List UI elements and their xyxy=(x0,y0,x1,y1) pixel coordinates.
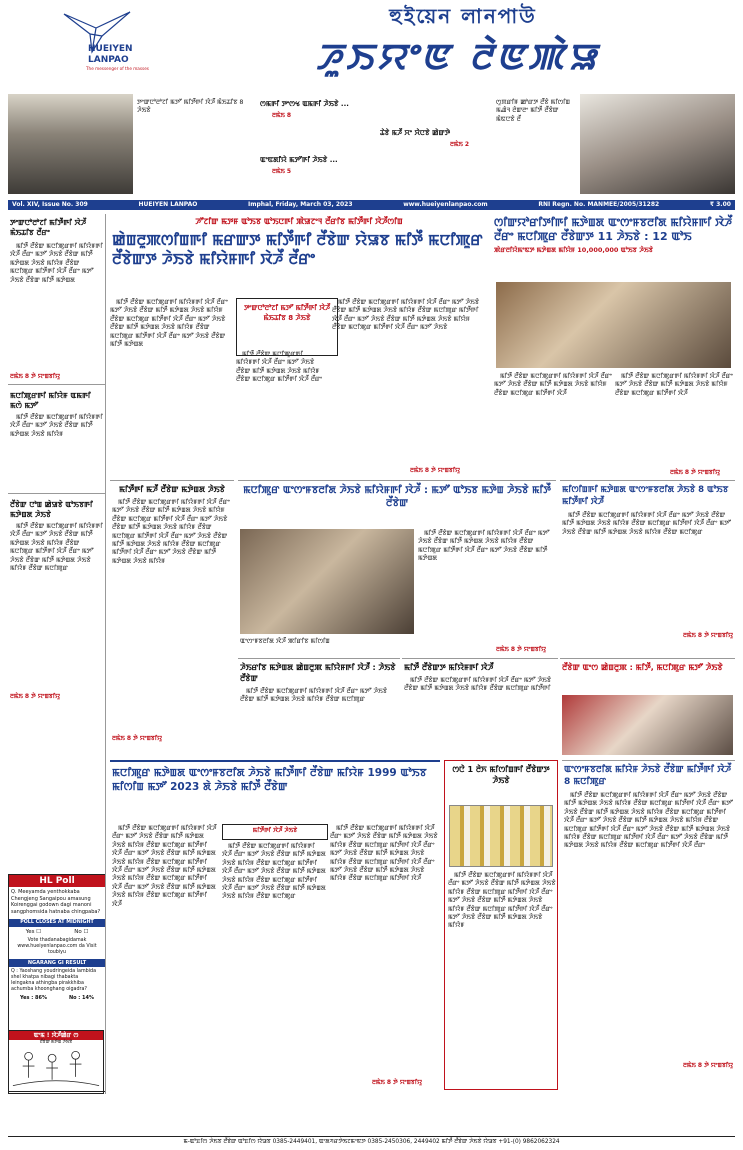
rni-number: RNI Regn. No. MANMEE/2005/31282 xyxy=(538,201,660,208)
lead-kicker: ꯍꯧꯖꯤꯛ ꯃꯇꯝ ꯑꯣꯏꯕ ꯑꯣꯏꯅꯒꯤ ꯄꯥꯎꯖꯦꯜ ꯂꯩꯔꯤꯕ ꯃꯤꯇꯩꯒꯤ ꯋꯥꯍꯩꯁꯤꯡ xyxy=(195,217,403,226)
bottom-more: ꯂꯃꯥꯏ 8 ꯇꯥ ꯌꯦꯡꯕꯤꯌꯨ xyxy=(372,1079,422,1086)
cartoon-people-icon xyxy=(9,1046,103,1090)
cm-headline: ꯁꯤꯛꯌꯣꯔꯤꯇꯤꯒꯤ ꯃꯇꯥꯡꯗ ꯑꯦꯁꯦꯝꯕꯂꯤꯗ ꯃꯤꯌꯥꯝꯒꯤ ꯋꯥꯍꯩ ꯂꯩꯔꯦ ꯃꯅꯤꯄꯨꯔ ꯂꯩꯕꯥꯛꯇ 11 ꯍꯥꯏꯕꯥ : 12 ꯑꯣꯏ xyxy=(494,216,733,243)
cm-photo xyxy=(496,282,731,368)
left-story1-more: ꯂꯃꯥꯏ 8 ꯇꯥ ꯌꯦꯡꯕꯤꯌꯨ xyxy=(10,373,60,380)
paper-name: HUEIYEN LANPAO xyxy=(138,201,198,208)
gold-photo xyxy=(449,805,553,867)
mid-story-c xyxy=(560,658,735,756)
poll-closes: POLL CLOSES AT MIDNIGHT xyxy=(9,919,105,927)
teaser-2: ꯊꯥꯕꯥ ꯃꯍꯩ ꯆꯦ ꯆꯥꯅꯕꯥ ꯀꯥꯛꯇꯥ xyxy=(380,129,451,137)
cm-story: ꯁꯤꯛꯌꯣꯔꯤꯇꯤꯒꯤ ꯃꯇꯥꯡꯗ ꯑꯦꯁꯦꯝꯕꯂꯤꯗ ꯃꯤꯌꯥꯝꯒꯤ ꯋꯥꯍꯩ ꯂꯩꯔꯦ ꯃꯅꯤꯄꯨꯔ ꯂꯩꯕꯥꯛꯇ 11 ꯍꯥꯏꯕꯥ : 12 ꯑꯣꯏ ꯄꯥꯔꯂꯤꯌꯥꯃꯦꯟꯇ ꯃꯇꯥꯡꯗ ꯃꯤꯌꯥꯝ 10,000,000 ꯑꯣꯏꯕ ꯍꯥꯏꯕꯥ ꯃꯤꯇꯩ ꯂꯩꯕꯥꯛ ꯃꯅꯤꯄꯨꯔꯒꯤ ꯃꯤꯌꯥꯝꯒꯤ ꯋꯥꯍꯩ ꯂꯩꯔꯦ ꯃꯇꯧ ꯍꯥꯏꯕꯥ ꯂꯩꯕꯥꯛ ꯃꯤꯇꯩ ꯃꯇꯥꯡꯗ ꯍꯥꯏꯕꯥ ꯃꯤꯌꯥꯝ ꯂꯩꯕꯥꯛ ꯃꯅꯤꯄꯨꯔ ꯃꯤꯇꯩꯒꯤ ꯋꯥꯍꯩ ꯃꯤꯇꯩ ꯂꯩꯕꯥꯛ ꯃꯅꯤꯄꯨꯔꯒꯤ ꯃꯤꯌꯥꯝꯒꯤ ꯋꯥꯍꯩ ꯂꯩꯔꯦ ꯃꯇꯧ ꯍꯥꯏꯕꯥ ꯂꯩꯕꯥꯛ ꯃꯤꯇꯩ ꯃꯇꯥꯡꯗ ꯍꯥꯏꯕꯥ ꯃꯤꯌꯥꯝ ꯂꯩꯕꯥꯛ ꯃꯅꯤꯄꯨꯔ ꯃꯤꯇꯩꯒꯤ ꯋꯥꯍꯩ ꯂꯃꯥꯏ 8 ꯇꯥ ꯌꯦꯡꯕꯤꯌꯨ xyxy=(492,214,735,476)
assembly-story: ꯃꯅꯤꯄꯨꯔ ꯑꯦꯁꯦꯝꯕꯂꯤꯗ ꯍꯥꯏꯕꯥ ꯃꯤꯌꯥꯝꯒꯤ ꯋꯥꯍꯩ : ꯃꯇꯧ ꯑꯣꯏꯕ ꯃꯇꯥꯡ ꯍꯥꯏꯕꯥ ꯃꯤꯇꯩ ꯂꯩꯕꯥꯛ ꯑꯦꯁꯦꯝꯕꯂꯤꯗ ꯋꯥꯍꯩ ꯄꯤꯔꯤꯕ ꯃꯤꯁꯤꯡ ꯃꯤꯇꯩ ꯂꯩꯕꯥꯛ ꯃꯅꯤꯄꯨꯔꯒꯤ ꯃꯤꯌꯥꯝꯒꯤ ꯋꯥꯍꯩ ꯂꯩꯔꯦ ꯃꯇꯧ ꯍꯥꯏꯕꯥ ꯂꯩꯕꯥꯛ ꯃꯤꯇꯩ ꯃꯇꯥꯡꯗ ꯍꯥꯏꯕꯥ ꯃꯤꯌꯥꯝ ꯂꯩꯕꯥꯛ ꯃꯅꯤꯄꯨꯔ ꯃꯤꯇꯩꯒꯤ ꯋꯥꯍꯩ ꯂꯩꯔꯦ ꯃꯇꯧ ꯍꯥꯏꯕꯥ ꯂꯩꯕꯥꯛ ꯃꯤꯇꯩ ꯃꯇꯥꯡꯗ ꯂꯃꯥꯏ 8 ꯇꯥ ꯌꯦꯡꯕꯤꯌꯨ xyxy=(238,480,556,655)
assembly-more: ꯂꯃꯥꯏ 8 ꯇꯥ ꯌꯦꯡꯕꯤꯌꯨ xyxy=(496,646,546,653)
right-story1: ꯃꯤꯁꯤꯡꯒꯤ ꯃꯇꯥꯡꯗ ꯑꯦꯁꯦꯝꯕꯂꯤꯗ ꯍꯥꯏꯕꯥ 8 ꯑꯣꯏꯕ ꯃꯤꯇꯩꯒꯤ ꯋꯥꯍꯩ ꯃꯤꯇꯩ ꯂꯩꯕꯥꯛ ꯃꯅꯤꯄꯨꯔꯒꯤ ꯃꯤꯌꯥꯝꯒꯤ ꯋꯥꯍꯩ ꯂꯩꯔꯦ ꯃꯇꯧ ꯍꯥꯏꯕꯥ ꯂꯩꯕꯥꯛ ꯃꯤꯇꯩ ꯃꯇꯥꯡꯗ ꯍꯥꯏꯕꯥ ꯃꯤꯌꯥꯝ ꯂꯩꯕꯥꯛ ꯃꯅꯤꯄꯨꯔ ꯃꯤꯇꯩꯒꯤ ꯋꯥꯍꯩ ꯂꯩꯔꯦ ꯃꯇꯧ ꯍꯥꯏꯕꯥ ꯂꯩꯕꯥꯛ ꯃꯤꯇꯩ ꯃꯇꯥꯡꯗ ꯍꯥꯏꯕꯥ ꯃꯤꯌꯥꯝ ꯂꯩꯕꯥꯛ ꯃꯅꯤꯄꯨꯔ ꯂꯃꯥꯏ 8 ꯇꯥ ꯌꯦꯡꯕꯤꯌꯨ xyxy=(560,480,735,655)
result-no: No : 14% xyxy=(68,995,95,1001)
assembly-headline: ꯃꯅꯤꯄꯨꯔ ꯑꯦꯁꯦꯝꯕꯂꯤꯗ ꯍꯥꯏꯕꯥ ꯃꯤꯌꯥꯝꯒꯤ ꯋꯥꯍꯩ : ꯃꯇꯧ ꯑꯣꯏꯕ ꯃꯇꯥꯡ ꯍꯥꯏꯕꯥ ꯃꯤꯇꯩ ꯂꯩꯕꯥꯛ xyxy=(243,485,551,509)
price: ₹ 3.00 xyxy=(709,201,731,208)
title-bengali: হুইয়েন লানপাউ xyxy=(389,4,537,28)
mid-story-c-head: ꯂꯩꯕꯥꯛ ꯑꯦꯁ ꯀꯥꯡꯂꯨꯄ : ꯃꯤꯇꯩ, ꯃꯅꯤꯄꯨꯔ ꯃꯇꯧ ꯍꯥꯏꯕꯥ xyxy=(562,663,723,672)
top-left-photo xyxy=(8,94,133,194)
left-column: ꯇꯦꯛꯅꯣꯂꯣꯖꯤ ꯃꯤꯇꯩꯒꯤ ꯋꯥꯍꯩ ꯃꯥꯏꯊꯤꯕ ꯂꯩꯔꯦ ꯃꯤꯇꯩ ꯂꯩꯕꯥꯛ ꯃꯅꯤꯄꯨꯔꯒꯤ ꯃꯤꯌꯥꯝꯒꯤ ꯋꯥꯍꯩ ꯂꯩꯔꯦ ꯃꯇꯧ ꯍꯥꯏꯕꯥ ꯂꯩꯕꯥꯛ ꯃꯤꯇꯩ ꯃꯇꯥꯡꯗ ꯍꯥꯏꯕꯥ ꯃꯤꯌꯥꯝ ꯂꯩꯕꯥꯛ ꯃꯅꯤꯄꯨꯔ ꯃꯤꯇꯩꯒꯤ ꯋꯥꯍꯩ ꯂꯩꯔꯦ ꯃꯇꯧ ꯍꯥꯏꯕꯥ ꯂꯩꯕꯥꯛ ꯃꯤꯇꯩ ꯃꯇꯥꯡꯗ ꯂꯃꯥꯏ 8 ꯇꯥ ꯌꯦꯡꯕꯤꯌꯨ ꯃꯅꯤꯄꯨꯔꯒꯤ ꯃꯤꯌꯥꯝ ꯑꯃꯒꯤ ꯃꯁꯥ ꯃꯇꯧ ꯃꯤꯇꯩ ꯂꯩꯕꯥꯛ ꯃꯅꯤꯄꯨꯔꯒꯤ ꯃꯤꯌꯥꯝꯒꯤ ꯋꯥꯍꯩ ꯂꯩꯔꯦ ꯃꯇꯧ ꯍꯥꯏꯕꯥ ꯂꯩꯕꯥꯛ ꯃꯤꯇꯩ ꯃꯇꯥꯡꯗ ꯍꯥꯏꯕꯥ ꯃꯤꯌꯥꯝ ꯂꯩꯕꯥꯛ ꯅꯣꯡ ꯀꯥꯎꯕꯥ ꯑꯣꯏꯕꯒꯤ ꯃꯇꯥꯡꯗ ꯍꯥꯏꯕꯥ ꯃꯤꯇꯩ ꯂꯩꯕꯥꯛ ꯃꯅꯤꯄꯨꯔꯒꯤ ꯃꯤꯌꯥꯝꯒꯤ ꯋꯥꯍꯩ ꯂꯩꯔꯦ ꯃꯇꯧ ꯍꯥꯏꯕꯥ ꯂꯩꯕꯥꯛ ꯃꯤꯇꯩ ꯃꯇꯥꯡꯗ ꯍꯥꯏꯕꯥ ꯃꯤꯌꯥꯝ ꯂꯩꯕꯥꯛ ꯃꯅꯤꯄꯨꯔ ꯃꯤꯇꯩꯒꯤ ꯋꯥꯍꯩ ꯂꯩꯔꯦ ꯃꯇꯧ ꯍꯥꯏꯕꯥ ꯂꯩꯕꯥꯛ ꯃꯤꯇꯩ ꯃꯇꯥꯡꯗ ꯍꯥꯏꯕꯥ ꯃꯤꯌꯥꯝ ꯂꯩꯕꯥꯛ ꯃꯅꯤꯄꯨꯔ ꯂꯃꯥꯏ 8 ꯇꯥ ꯌꯦꯡꯕꯤꯌꯨ HL Poll Q. Meeyamda yenthokkaba Chengjeng Sangaipou amasung Koirenggai godown dagi manoni sangphomsida hatnaba chingpaba? POLL CLOSES AT MIDNIGHT Yes ☐ No ☐ Vote thadanabagidamak www.hueiyenlanpao.com da Visit toubiyu NGARANG GI RESULT Q : Yaoshang youdringeida lambida shel khatpa nibagi thabakta leingakna athingba pirakkhiba achumba khoonghang oigadra? Yes : 86% No : 14% xyxy=(8,214,106,1094)
footer: ꯃ-ꯑꯣꯐꯤꯁ ꯍꯥꯏꯕ ꯂꯩꯕꯥꯛ ꯑꯣꯐꯤꯁ ꯌꯥꯎꯕ 0385-2449401, ꯑꯦꯗꯚꯔꯇꯥꯏꯖꯃꯦꯟꯇ 0385-2450306, 2449402 ꯃꯤꯇꯩ ꯂꯩꯕꯥꯛ ꯍꯥꯏꯕꯥ ꯌꯥꯎꯕ +91-(0) 9862062324 xyxy=(8,1136,735,1148)
gold-headline: ꯁꯅꯥ 1 ꯂꯥꯈ ꯃꯤꯁꯤꯡꯒꯤ ꯂꯩꯕꯥꯛꯇ ꯍꯥꯏꯕꯥ xyxy=(452,765,550,785)
column-story-head: ꯃꯤꯇꯩꯒꯤ ꯃꯍꯩ ꯂꯩꯕꯥꯛ ꯃꯇꯥꯡꯗ ꯍꯥꯏꯕꯥ xyxy=(119,485,225,494)
mid-story-b: ꯃꯤꯇꯩ ꯂꯩꯕꯥꯛꯇ ꯃꯤꯌꯥꯝꯒꯤ ꯋꯥꯍꯩ ꯃꯤꯇꯩ ꯂꯩꯕꯥꯛ ꯃꯅꯤꯄꯨꯔꯒꯤ ꯃꯤꯌꯥꯝꯒꯤ ꯋꯥꯍꯩ ꯂꯩꯔꯦ ꯃꯇꯧ ꯍꯥꯏꯕꯥ ꯂꯩꯕꯥꯛ ꯃꯤꯇꯩ ꯃꯇꯥꯡꯗ ꯍꯥꯏꯕꯥ ꯃꯤꯌꯥꯝ ꯂꯩꯕꯥꯛ ꯃꯅꯤꯄꯨꯔ ꯃꯤꯇꯩꯒꯤ xyxy=(402,658,558,756)
logo-tagline: The messenger of the masses xyxy=(86,66,149,71)
column-story-more: ꯂꯃꯥꯏ 8 ꯇꯥ ꯌꯦꯡꯕꯤꯌꯨ xyxy=(112,735,162,742)
top-right-photo xyxy=(580,94,735,194)
cartoon-box xyxy=(8,1030,104,1094)
gold-story: ꯁꯅꯥ 1 ꯂꯥꯈ ꯃꯤꯁꯤꯡꯒꯤ ꯂꯩꯕꯥꯛꯇ ꯍꯥꯏꯕꯥ ꯃꯤꯇꯩ ꯂꯩꯕꯥꯛ ꯃꯅꯤꯄꯨꯔꯒꯤ ꯃꯤꯌꯥꯝꯒꯤ ꯋꯥꯍꯩ ꯂꯩꯔꯦ ꯃꯇꯧ ꯍꯥꯏꯕꯥ ꯂꯩꯕꯥꯛ ꯃꯤꯇꯩ ꯃꯇꯥꯡꯗ ꯍꯥꯏꯕꯥ ꯃꯤꯌꯥꯝ ꯂꯩꯕꯥꯛ ꯃꯅꯤꯄꯨꯔ ꯃꯤꯇꯩꯒꯤ ꯋꯥꯍꯩ ꯂꯩꯔꯦ ꯃꯇꯧ ꯍꯥꯏꯕꯥ ꯂꯩꯕꯥꯛ ꯃꯤꯇꯩ ꯃꯇꯥꯡꯗ ꯍꯥꯏꯕꯥ ꯃꯤꯌꯥꯝ ꯂꯩꯕꯥꯛ ꯃꯅꯤꯄꯨꯔ ꯃꯤꯇꯩꯒꯤ ꯋꯥꯍꯩ ꯂꯩꯔꯦ ꯃꯇꯧ ꯍꯥꯏꯕꯥ ꯂꯩꯕꯥꯛ ꯃꯤꯇꯩ ꯃꯇꯥꯡꯗ ꯍꯥꯏꯕꯥ ꯃꯤꯌꯥꯝ xyxy=(444,760,558,1090)
assembly-photo-caption: ꯑꯦꯁꯦꯝꯕꯂꯤꯗ ꯋꯥꯍꯩ ꯄꯤꯔꯤꯕ ꯃꯤꯁꯤꯡ xyxy=(240,637,330,645)
mid-story-a-head: ꯍꯥꯏꯔꯤꯕ ꯃꯇꯥꯡꯗ ꯀꯥꯡꯂꯨꯄ ꯃꯤꯌꯥꯝꯒꯤ ꯋꯥꯍꯩ : ꯍꯥꯏꯕꯥ ꯂꯩꯕꯥꯛ xyxy=(240,663,396,683)
logo-text-line2: LANPAO xyxy=(88,55,129,65)
teaser-1-ref: ꯂꯃꯥꯏ 8 xyxy=(272,112,292,119)
left-story3-more: ꯂꯃꯥꯏ 8 ꯇꯥ ꯌꯦꯡꯕꯤꯌꯨ xyxy=(10,693,60,700)
poll-vote-text: Vote thadanabagidamak www.hueiyenlanpao.com da Visit toubiyu xyxy=(17,938,97,955)
lead-more: ꯂꯃꯥꯏ 8 ꯇꯥ ꯌꯦꯡꯕꯤꯌꯨ xyxy=(410,467,460,474)
assembly-photo xyxy=(240,529,414,634)
info-bar xyxy=(8,200,735,210)
bottom-box-label: ꯃꯤꯇꯩꯒꯤ ꯋꯥꯍꯩ ꯍꯥꯏꯕꯥ xyxy=(222,824,328,840)
title-meitei: ꯍꯨꯏꯌꯦꯟ ꯂꯥꯟꯄꯥꯎ xyxy=(315,37,601,78)
website: www.hueiyenlanpao.com xyxy=(403,201,488,208)
volume-issue: Vol. XIV, Issue No. 309 xyxy=(12,201,88,208)
lead-story: ꯍꯧꯖꯤꯛ ꯃꯇꯝ ꯑꯣꯏꯕ ꯑꯣꯏꯅꯒꯤ ꯄꯥꯎꯖꯦꯜ ꯂꯩꯔꯤꯕ ꯃꯤꯇꯩꯒꯤ ꯋꯥꯍꯩꯁꯤꯡ ꯀꯥꯡꯂꯨꯄꯁꯤꯡꯒꯤ ꯃꯔꯛꯇ ꯃꯤꯇꯩꯒꯤ ꯂꯩꯕꯥꯛ ꯌꯥꯎꯕ ꯃꯤꯇꯩ ꯃꯅꯤꯄꯨꯔ ꯂꯩꯕꯥꯛꯇ ꯍꯥꯏꯕꯥ ꯃꯤꯌꯥꯝꯒꯤ ꯋꯥꯍꯩ ꯂꯩꯔꯦ ꯃꯤꯇꯩ ꯂꯩꯕꯥꯛ ꯃꯅꯤꯄꯨꯔꯒꯤ ꯃꯤꯌꯥꯝꯒꯤ ꯋꯥꯍꯩ ꯂꯩꯔꯦ ꯃꯇꯧ ꯍꯥꯏꯕꯥ ꯂꯩꯕꯥꯛ ꯃꯤꯇꯩ ꯃꯇꯥꯡꯗ ꯍꯥꯏꯕꯥ ꯃꯤꯌꯥꯝ ꯂꯩꯕꯥꯛ ꯃꯅꯤꯄꯨꯔ ꯃꯤꯇꯩꯒꯤ ꯋꯥꯍꯩ ꯂꯩꯔꯦ ꯃꯇꯧ ꯍꯥꯏꯕꯥ ꯂꯩꯕꯥꯛ ꯃꯤꯇꯩ ꯃꯇꯥꯡꯗ ꯍꯥꯏꯕꯥ ꯃꯤꯌꯥꯝ ꯂꯩꯕꯥꯛ ꯃꯅꯤꯄꯨꯔ ꯃꯤꯇꯩꯒꯤ ꯋꯥꯍꯩ ꯂꯩꯔꯦ ꯃꯇꯧ ꯍꯥꯏꯕꯥ ꯂꯩꯕꯥꯛ ꯃꯤꯇꯩ ꯃꯇꯥꯡꯗ ꯇꯦꯛꯅꯣꯂꯣꯖꯤ ꯃꯇꯧ ꯃꯤꯇꯩꯒꯤ ꯋꯥꯍꯩ ꯃꯥꯏꯊꯤꯕ 8 ꯍꯥꯏꯕꯥ ꯃꯤꯇꯩ ꯂꯩꯕꯥꯛ ꯃꯅꯤꯄꯨꯔꯒꯤ ꯃꯤꯌꯥꯝꯒꯤ ꯋꯥꯍꯩ ꯂꯩꯔꯦ ꯃꯇꯧ ꯍꯥꯏꯕꯥ ꯂꯩꯕꯥꯛ ꯃꯤꯇꯩ ꯃꯇꯥꯡꯗ ꯍꯥꯏꯕꯥ ꯃꯤꯌꯥꯝ ꯂꯩꯕꯥꯛ ꯃꯅꯤꯄꯨꯔ ꯃꯤꯇꯩꯒꯤ ꯋꯥꯍꯩ ꯂꯩꯔꯦ ꯃꯤꯇꯩ ꯂꯩꯕꯥꯛ ꯃꯅꯤꯄꯨꯔꯒꯤ ꯃꯤꯌꯥꯝꯒꯤ ꯋꯥꯍꯩ ꯂꯩꯔꯦ ꯃꯇꯧ ꯍꯥꯏꯕꯥ ꯂꯩꯕꯥꯛ ꯃꯤꯇꯩ ꯃꯇꯥꯡꯗ ꯍꯥꯏꯕꯥ ꯃꯤꯌꯥꯝ ꯂꯩꯕꯥꯛ ꯃꯅꯤꯄꯨꯔ ꯃꯤꯇꯩꯒꯤ ꯋꯥꯍꯩ ꯂꯩꯔꯦ ꯃꯇꯧ ꯍꯥꯏꯕꯥ ꯂꯩꯕꯥꯛ ꯃꯤꯇꯩ ꯃꯇꯥꯡꯗ ꯍꯥꯏꯕꯥ ꯃꯤꯌꯥꯝ ꯂꯩꯕꯥꯛ ꯃꯅꯤꯄꯨꯔ ꯃꯤꯇꯩꯒꯤ ꯋꯥꯍꯩ ꯂꯩꯔꯦ ꯃꯇꯧ ꯍꯥꯏꯕꯥ ꯂꯃꯥꯏ 8 ꯇꯥ ꯌꯦꯡꯕꯤꯌꯨ xyxy=(110,214,488,476)
bottom-right-head: ꯑꯦꯁꯦꯝꯕꯂꯤꯗ ꯃꯤꯌꯥꯝ ꯍꯥꯏꯕꯥ ꯂꯩꯕꯥꯛ ꯃꯤꯇꯩꯒꯤ ꯋꯥꯍꯩ 8 ꯃꯅꯤꯄꯨꯔ xyxy=(564,765,732,787)
poll-title: HL Poll xyxy=(9,875,105,887)
logo-text-line1: HUEIYEN xyxy=(88,44,133,54)
lead-sub-box: ꯇꯦꯛꯅꯣꯂꯣꯖꯤ ꯃꯇꯧ ꯃꯤꯇꯩꯒꯤ ꯋꯥꯍꯩ ꯃꯥꯏꯊꯤꯕ 8 ꯍꯥꯏꯕꯥ xyxy=(236,298,338,356)
mid-story-c-photo xyxy=(562,695,733,755)
teaser-2-ref: ꯂꯃꯥꯏ 2 xyxy=(450,141,470,148)
teaser-3: ꯑꯦꯟꯗꯤꯌꯥ ꯃꯇꯧꯒꯤ ꯍꯥꯏꯕꯥ ... xyxy=(260,156,338,164)
mid-story-a: ꯍꯥꯏꯔꯤꯕ ꯃꯇꯥꯡꯗ ꯀꯥꯡꯂꯨꯄ ꯃꯤꯌꯥꯝꯒꯤ ꯋꯥꯍꯩ : ꯍꯥꯏꯕꯥ ꯂꯩꯕꯥꯛ ꯃꯤꯇꯩ ꯂꯩꯕꯥꯛ ꯃꯅꯤꯄꯨꯔꯒꯤ ꯃꯤꯌꯥꯝꯒꯤ ꯋꯥꯍꯩ ꯂꯩꯔꯦ ꯃꯇꯧ ꯍꯥꯏꯕꯥ ꯂꯩꯕꯥꯛ ꯃꯤꯇꯩ ꯃꯇꯥꯡꯗ ꯍꯥꯏꯕꯥ ꯃꯤꯌꯥꯝ ꯂꯩꯕꯥꯛ ꯃꯅꯤꯄꯨꯔ xyxy=(238,658,400,756)
bottom-lead: ꯃꯅꯤꯄꯨꯔ ꯃꯇꯥꯡꯗ ꯑꯦꯁꯦꯝꯕꯂꯤꯗ ꯍꯥꯏꯕꯥ ꯃꯤꯇꯩꯒꯤ ꯂꯩꯕꯥꯛ ꯃꯤꯌꯥꯝ 1999 ꯑꯣꯏꯕ ꯃꯤꯁꯤꯡ ꯃꯇꯧ 2023 ꯗꯥ ꯍꯥꯏꯕꯥ ꯃꯤꯇꯩ ꯂꯩꯕꯥꯛ ꯃꯤꯇꯩꯒꯤ ꯋꯥꯍꯩ ꯍꯥꯏꯕꯥ ꯃꯤꯇꯩ ꯂꯩꯕꯥꯛ ꯃꯅꯤꯄꯨꯔꯒꯤ ꯃꯤꯌꯥꯝꯒꯤ ꯋꯥꯍꯩ ꯂꯩꯔꯦ ꯃꯇꯧ ꯍꯥꯏꯕꯥ ꯂꯩꯕꯥꯛ ꯃꯤꯇꯩ ꯃꯇꯥꯡꯗ ꯍꯥꯏꯕꯥ ꯃꯤꯌꯥꯝ ꯂꯩꯕꯥꯛ ꯃꯅꯤꯄꯨꯔ ꯃꯤꯇꯩꯒꯤ ꯋꯥꯍꯩ ꯂꯩꯔꯦ ꯃꯇꯧ ꯍꯥꯏꯕꯥ ꯂꯩꯕꯥꯛ ꯃꯤꯇꯩ ꯃꯇꯥꯡꯗ ꯍꯥꯏꯕꯥ ꯃꯤꯌꯥꯝ ꯂꯩꯕꯥꯛ ꯃꯅꯤꯄꯨꯔ ꯃꯤꯇꯩꯒꯤ ꯋꯥꯍꯩ ꯂꯩꯔꯦ ꯃꯇꯧ ꯍꯥꯏꯕꯥ ꯂꯩꯕꯥꯛ ꯃꯤꯇꯩ ꯃꯇꯥꯡꯗ ꯍꯥꯏꯕꯥ ꯃꯤꯌꯥꯝ ꯂꯩꯕꯥꯛ ꯃꯅꯤꯄꯨꯔ ꯃꯤꯇꯩꯒꯤ ꯋꯥꯍꯩ ꯂꯩꯔꯦ ꯃꯇꯧ ꯍꯥꯏꯕꯥ ꯂꯩꯕꯥꯛ ꯃꯤꯇꯩ ꯃꯇꯥꯡꯗ ꯍꯥꯏꯕꯥ ꯃꯤꯌꯥꯝ ꯂꯩꯕꯥꯛ ꯃꯅꯤꯄꯨꯔ ꯃꯤꯇꯩꯒꯤ ꯋꯥꯍꯩ ꯃꯤꯇꯩ ꯂꯩꯕꯥꯛ ꯃꯅꯤꯄꯨꯔꯒꯤ ꯃꯤꯌꯥꯝꯒꯤ ꯋꯥꯍꯩ ꯂꯩꯔꯦ ꯃꯇꯧ ꯍꯥꯏꯕꯥ ꯂꯩꯕꯥꯛ ꯃꯤꯇꯩ ꯃꯇꯥꯡꯗ ꯍꯥꯏꯕꯥ ꯃꯤꯌꯥꯝ ꯂꯩꯕꯥꯛ ꯃꯅꯤꯄꯨꯔ ꯃꯤꯇꯩꯒꯤ ꯋꯥꯍꯩ ꯂꯩꯔꯦ ꯃꯇꯧ ꯍꯥꯏꯕꯥ ꯂꯩꯕꯥꯛ ꯃꯤꯇꯩ ꯃꯇꯥꯡꯗ ꯍꯥꯏꯕꯥ ꯃꯤꯌꯥꯝ ꯂꯩꯕꯥꯛ ꯃꯅꯤꯄꯨꯔ ꯃꯤꯇꯩꯒꯤ ꯋꯥꯍꯩ ꯂꯩꯔꯦ ꯃꯇꯧ ꯍꯥꯏꯕꯥ ꯂꯩꯕꯥꯛ ꯃꯤꯇꯩ ꯃꯇꯥꯡꯗ ꯍꯥꯏꯕꯥ ꯃꯤꯌꯥꯝ ꯂꯩꯕꯥꯛ ꯃꯅꯤꯄꯨꯔ ꯃꯤꯇꯩ ꯂꯩꯕꯥꯛ ꯃꯅꯤꯄꯨꯔꯒꯤ ꯃꯤꯌꯥꯝꯒꯤ ꯋꯥꯍꯩ ꯂꯩꯔꯦ ꯃꯇꯧ ꯍꯥꯏꯕꯥ ꯂꯩꯕꯥꯛ ꯃꯤꯇꯩ ꯃꯇꯥꯡꯗ ꯍꯥꯏꯕꯥ ꯃꯤꯌꯥꯝ ꯂꯩꯕꯥꯛ ꯃꯅꯤꯄꯨꯔ ꯃꯤꯇꯩꯒꯤ ꯋꯥꯍꯩ ꯂꯩꯔꯦ ꯃꯇꯧ ꯍꯥꯏꯕꯥ ꯂꯩꯕꯥꯛ ꯃꯤꯇꯩ ꯃꯇꯥꯡꯗ ꯍꯥꯏꯕꯥ ꯃꯤꯌꯥꯝ ꯂꯩꯕꯥꯛ ꯃꯅꯤꯄꯨꯔ ꯃꯤꯇꯩꯒꯤ ꯋꯥꯍꯩ ꯂꯩꯔꯦ ꯃꯇꯧ ꯍꯥꯏꯕꯥ ꯂꯩꯕꯥꯛ ꯃꯤꯇꯩ ꯃꯇꯥꯡꯗ ꯍꯥꯏꯕꯥ ꯃꯤꯌꯥꯝ ꯂꯩꯕꯥꯛ ꯃꯅꯤꯄꯨꯔ ꯃꯤꯇꯩꯒꯤ ꯋꯥꯍꯩ ꯂꯃꯥꯏ 8 ꯇꯥ ꯌꯦꯡꯕꯤꯌꯨ xyxy=(110,760,440,1090)
mid-story-b-head: ꯃꯤꯇꯩ ꯂꯩꯕꯥꯛꯇ ꯃꯤꯌꯥꯝꯒꯤ ꯋꯥꯍꯩ xyxy=(404,663,494,672)
top-left-photo-caption: ꯇꯦꯛꯅꯣꯂꯣꯖꯤ ꯃꯇꯧ ꯃꯤꯇꯩꯒꯤ ꯋꯥꯍꯩ ꯃꯥꯏꯊꯤꯕ 8 ꯍꯥꯏꯕꯥ xyxy=(137,98,244,115)
result-yes: Yes : 86% xyxy=(19,995,47,1001)
lead-headline: ꯀꯥꯡꯂꯨꯄꯁꯤꯡꯒꯤ ꯃꯔꯛꯇ ꯃꯤꯇꯩꯒꯤ ꯂꯩꯕꯥꯛ ꯌꯥꯎꯕ ꯃꯤꯇꯩ ꯃꯅꯤꯄꯨꯔ ꯂꯩꯕꯥꯛꯇ ꯍꯥꯏꯕꯥ ꯃꯤꯌꯥꯝꯒꯤ ꯋꯥꯍꯩ ꯂꯩꯔꯦ xyxy=(112,231,483,268)
poll-question: Q. Meeyamda yenthokkaba Chengjeng Sangaipou amasung Koirenggai godown dagi manoni sangphomsida hatnaba chingpaba? xyxy=(11,889,101,915)
masthead xyxy=(0,0,743,94)
right-story1-head: ꯃꯤꯁꯤꯡꯒꯤ ꯃꯇꯥꯡꯗ ꯑꯦꯁꯦꯝꯕꯂꯤꯗ ꯍꯥꯏꯕꯥ 8 ꯑꯣꯏꯕ ꯃꯤꯇꯩꯒꯤ ꯋꯥꯍꯩ xyxy=(562,485,729,507)
poll-yes-option[interactable]: Yes ☐ xyxy=(25,929,42,935)
place-date: Imphal, Friday, March 03, 2023 xyxy=(247,201,353,208)
result-question: Q : Yaoshang youdringeida lambida shel khatpa nibagi thabakta leingakna athingba pirakkhiba achumba khoonghang oigadra? xyxy=(11,969,97,992)
result-title: NGARANG GI RESULT xyxy=(9,959,105,967)
left-story1-head: ꯇꯦꯛꯅꯣꯂꯣꯖꯤ ꯃꯤꯇꯩꯒꯤ ꯋꯥꯍꯩ ꯃꯥꯏꯊꯤꯕ ꯂꯩꯔꯦ xyxy=(10,218,87,237)
left-story3-head: ꯂꯩꯕꯥꯛ ꯅꯣꯡ ꯀꯥꯎꯕꯥ ꯑꯣꯏꯕꯒꯤ ꯃꯇꯥꯡꯗ ꯍꯥꯏꯕꯥ xyxy=(8,493,105,522)
left-story2-head: ꯃꯅꯤꯄꯨꯔꯒꯤ ꯃꯤꯌꯥꯝ ꯑꯃꯒꯤ ꯃꯁꯥ ꯃꯇꯧ xyxy=(8,384,105,413)
bottom-right-more: ꯂꯃꯥꯏ 8 ꯇꯥ ꯌꯦꯡꯕꯤꯌꯨ xyxy=(683,1062,733,1069)
cartoon-caption: ꯂꯩꯕꯥꯛ ꯃꯇꯥꯡ ꯍꯥꯏꯕꯥ xyxy=(39,1040,73,1045)
column-story: ꯃꯤꯇꯩꯒꯤ ꯃꯍꯩ ꯂꯩꯕꯥꯛ ꯃꯇꯥꯡꯗ ꯍꯥꯏꯕꯥ ꯃꯤꯇꯩ ꯂꯩꯕꯥꯛ ꯃꯅꯤꯄꯨꯔꯒꯤ ꯃꯤꯌꯥꯝꯒꯤ ꯋꯥꯍꯩ ꯂꯩꯔꯦ ꯃꯇꯧ ꯍꯥꯏꯕꯥ ꯂꯩꯕꯥꯛ ꯃꯤꯇꯩ ꯃꯇꯥꯡꯗ ꯍꯥꯏꯕꯥ ꯃꯤꯌꯥꯝ ꯂꯩꯕꯥꯛ ꯃꯅꯤꯄꯨꯔ ꯃꯤꯇꯩꯒꯤ ꯋꯥꯍꯩ ꯂꯩꯔꯦ ꯃꯇꯧ ꯍꯥꯏꯕꯥ ꯂꯩꯕꯥꯛ ꯃꯤꯇꯩ ꯃꯇꯥꯡꯗ ꯍꯥꯏꯕꯥ ꯃꯤꯌꯥꯝ ꯂꯩꯕꯥꯛ ꯃꯅꯤꯄꯨꯔ ꯃꯤꯇꯩꯒꯤ ꯋꯥꯍꯩ ꯂꯩꯔꯦ ꯃꯇꯧ ꯍꯥꯏꯕꯥ ꯂꯩꯕꯥꯛ ꯃꯤꯇꯩ ꯃꯇꯥꯡꯗ ꯍꯥꯏꯕꯥ ꯃꯤꯌꯥꯝ ꯂꯩꯕꯥꯛ ꯃꯅꯤꯄꯨꯔ ꯃꯤꯇꯩꯒꯤ ꯋꯥꯍꯩ ꯂꯩꯔꯦ ꯃꯇꯧ ꯍꯥꯏꯕꯥ ꯂꯩꯕꯥꯛ ꯃꯤꯇꯩ ꯃꯇꯥꯡꯗ ꯍꯥꯏꯕꯥ ꯃꯤꯌꯥꯝ ꯂꯃꯥꯏ 8 ꯇꯥ ꯌꯦꯡꯕꯤꯌꯨ xyxy=(110,480,234,755)
cartoon-title: ꯑꯦꯃ ! ꯋꯥꯍꯩꯀꯥꯔ ꯁ xyxy=(9,1031,103,1040)
teaser-3-ref: ꯂꯃꯥꯏ 5 xyxy=(272,168,292,175)
teaser-block xyxy=(260,98,490,192)
bottom-right-story: ꯑꯦꯁꯦꯝꯕꯂꯤꯗ ꯃꯤꯌꯥꯝ ꯍꯥꯏꯕꯥ ꯂꯩꯕꯥꯛ ꯃꯤꯇꯩꯒꯤ ꯋꯥꯍꯩ 8 ꯃꯅꯤꯄꯨꯔ ꯃꯤꯇꯩ ꯂꯩꯕꯥꯛ ꯃꯅꯤꯄꯨꯔꯒꯤ ꯃꯤꯌꯥꯝꯒꯤ ꯋꯥꯍꯩ ꯂꯩꯔꯦ ꯃꯇꯧ ꯍꯥꯏꯕꯥ ꯂꯩꯕꯥꯛ ꯃꯤꯇꯩ ꯃꯇꯥꯡꯗ ꯍꯥꯏꯕꯥ ꯃꯤꯌꯥꯝ ꯂꯩꯕꯥꯛ ꯃꯅꯤꯄꯨꯔ ꯃꯤꯇꯩꯒꯤ ꯋꯥꯍꯩ ꯂꯩꯔꯦ ꯃꯇꯧ ꯍꯥꯏꯕꯥ ꯂꯩꯕꯥꯛ ꯃꯤꯇꯩ ꯃꯇꯥꯡꯗ ꯍꯥꯏꯕꯥ ꯃꯤꯌꯥꯝ ꯂꯩꯕꯥꯛ ꯃꯅꯤꯄꯨꯔ ꯃꯤꯇꯩꯒꯤ ꯋꯥꯍꯩ ꯂꯩꯔꯦ ꯃꯇꯧ ꯍꯥꯏꯕꯥ ꯂꯩꯕꯥꯛ ꯃꯤꯇꯩ ꯃꯇꯥꯡꯗ ꯍꯥꯏꯕꯥ ꯃꯤꯌꯥꯝ ꯂꯩꯕꯥꯛ ꯃꯅꯤꯄꯨꯔ ꯃꯤꯇꯩꯒꯤ ꯋꯥꯍꯩ ꯂꯩꯔꯦ ꯃꯇꯧ ꯍꯥꯏꯕꯥ ꯂꯩꯕꯥꯛ ꯃꯤꯇꯩ ꯃꯇꯥꯡꯗ ꯍꯥꯏꯕꯥ ꯃꯤꯌꯥꯝ ꯂꯩꯕꯥꯛ ꯃꯅꯤꯄꯨꯔ ꯃꯤꯇꯩꯒꯤ ꯋꯥꯍꯩ ꯂꯩꯔꯦ ꯃꯇꯧ ꯍꯥꯏꯕꯥ ꯂꯩꯕꯥꯛ ꯃꯤꯇꯩ ꯃꯇꯥꯡꯗ ꯍꯥꯏꯕꯥ ꯃꯤꯌꯥꯝ ꯂꯩꯕꯥꯛ ꯃꯅꯤꯄꯨꯔ ꯃꯤꯇꯩꯒꯤ ꯋꯥꯍꯩ ꯂꯩꯔꯦ ꯂꯃꯥꯏ 8 ꯇꯥ ꯌꯦꯡꯕꯤꯌꯨ xyxy=(562,760,735,1090)
poll-no-option[interactable]: No ☐ xyxy=(74,929,89,935)
teaser-1: ꯁꯃꯒꯤ ꯇꯦꯁꯠ ꯑꯃꯒꯤ ꯍꯥꯏꯕꯥ ... xyxy=(260,100,349,108)
cm-subhead: ꯄꯥꯔꯂꯤꯌꯥꯃꯦꯟꯇ ꯃꯇꯥꯡꯗ ꯃꯤꯌꯥꯝ 10,000,000 ꯑꯣꯏꯕ ꯍꯥꯏꯕꯥ xyxy=(494,246,654,254)
cm-more: ꯂꯃꯥꯏ 8 ꯇꯥ ꯌꯦꯡꯕꯤꯌꯨ xyxy=(670,469,720,476)
top-right-caption: ꯁꯨꯞꯔꯤꯝ ꯀꯣꯔꯇ ꯂꯩꯕꯥ ꯃꯤꯁꯤꯡ ꯃꯉꯥꯜ ꯂꯥꯛꯂꯦ ꯃꯤꯇꯩ ꯂꯩꯕꯥꯛ ꯃꯥꯟꯅꯕꯥ ꯂꯩ xyxy=(496,98,570,123)
right-story1-more: ꯂꯃꯥꯏ 8 ꯇꯥ ꯌꯦꯡꯕꯤꯌꯨ xyxy=(683,632,733,639)
bottom-headline: ꯃꯅꯤꯄꯨꯔ ꯃꯇꯥꯡꯗ ꯑꯦꯁꯦꯝꯕꯂꯤꯗ ꯍꯥꯏꯕꯥ ꯃꯤꯇꯩꯒꯤ ꯂꯩꯕꯥꯛ ꯃꯤꯌꯥꯝ 1999 ꯑꯣꯏꯕ ꯃꯤꯁꯤꯡ ꯃꯇꯧ 2023 ꯗꯥ ꯍꯥꯏꯕꯥ ꯃꯤꯇꯩ ꯂꯩꯕꯥꯛ xyxy=(112,767,427,793)
